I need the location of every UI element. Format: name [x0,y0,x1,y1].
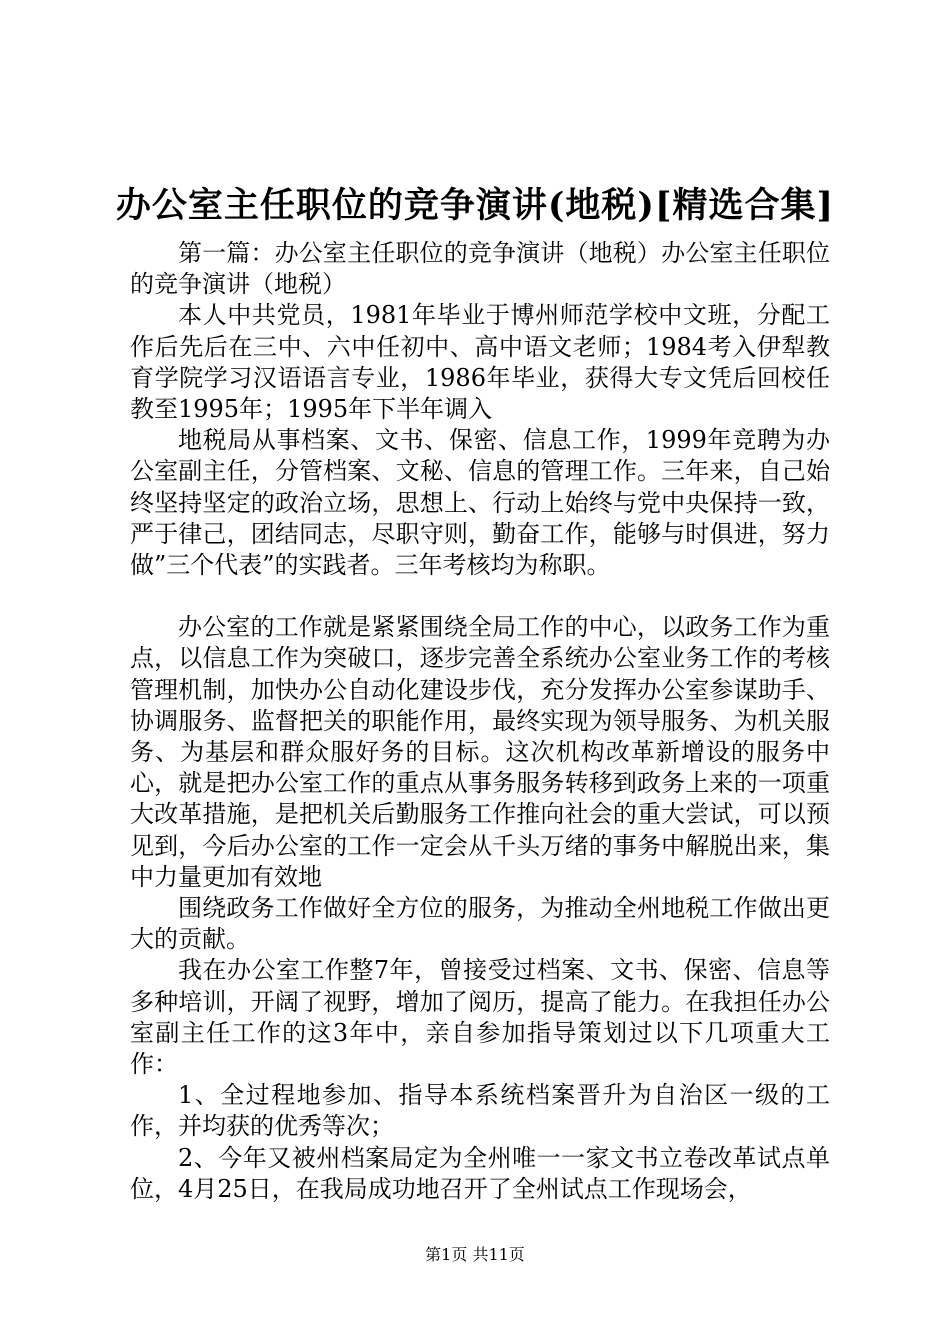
paragraph-5: 围绕政务工作做好全方位的服务，为推动全州地税工作做出更大的贡献。 [130,894,830,954]
paragraph-4: 办公室的工作就是紧紧围绕全局工作的中心，以政务工作为重点，以信息工作为突破口，逐步完善全系统办公室业务工作的考核管理机制，加快办公自动化建设步伐，充分发挥办公室参谋助手、协调服务、监督把关的职能作用，最终实现为领导服务、为机关服务、为基层和群众服好务的目标。这次机构改革新增设的服务中心，就是把办公室工作的重点从事务服务转移到政务上来的一项重大改革措施，是把机关后勤服务工作推向社会的重大尝试，可以预见到，今后办公室的工作一定会从千头万绪的事务中解脱出来，集中力量更加有效地 [130,613,830,891]
paragraph-2: 本人中共党员，1981年毕业于博州师范学校中文班，分配工作后先后在三中、六中任初中、高中语文老师；1984考入伊犁教育学院学习汉语语言专业，1986年毕业，获得大专文凭后回校任教至1995年；1995年下半年调入 [130,301,830,424]
paragraph-8: 2、今年又被州档案局定为全州唯一一家文书立卷改革试点单位，4月25日，在我局成功地召开了全州试点工作现场会， [130,1143,830,1203]
paragraph-1: 第一篇：办公室主任职位的竞争演讲（地税）办公室主任职位的竞争演讲（地税） [130,239,830,299]
paragraph-3: 地税局从事档案、文书、保密、信息工作，1999年竞聘为办公室副主任，分管档案、文秘、信息的管理工作。三年来，自己始终坚持坚定的政治立场，思想上、行动上始终与党中央保持一致，严于律己，团结同志，尽职守则，勤奋工作，能够与时俱进，努力做”三个代表”的实践者。三年考核均为称职。 [130,426,830,580]
page-footer: 第1页 共11页 [425,1245,525,1264]
paragraph-7: 1、全过程地参加、指导本系统档案晋升为自治区一级的工作，并均获的优秀等次； [130,1081,830,1141]
document-title: 办公室主任职位的竞争演讲(地税)[精选合集] [115,185,835,226]
paragraph-6: 我在办公室工作整7年，曾接受过档案、文书、保密、信息等多种培训，开阔了视野，增加了阅历，提高了能力。在我担任办公室副主任工作的这3年中，亲自参加指导策划过以下几项重大工作： [130,956,830,1079]
document-body [130,238,830,1205]
